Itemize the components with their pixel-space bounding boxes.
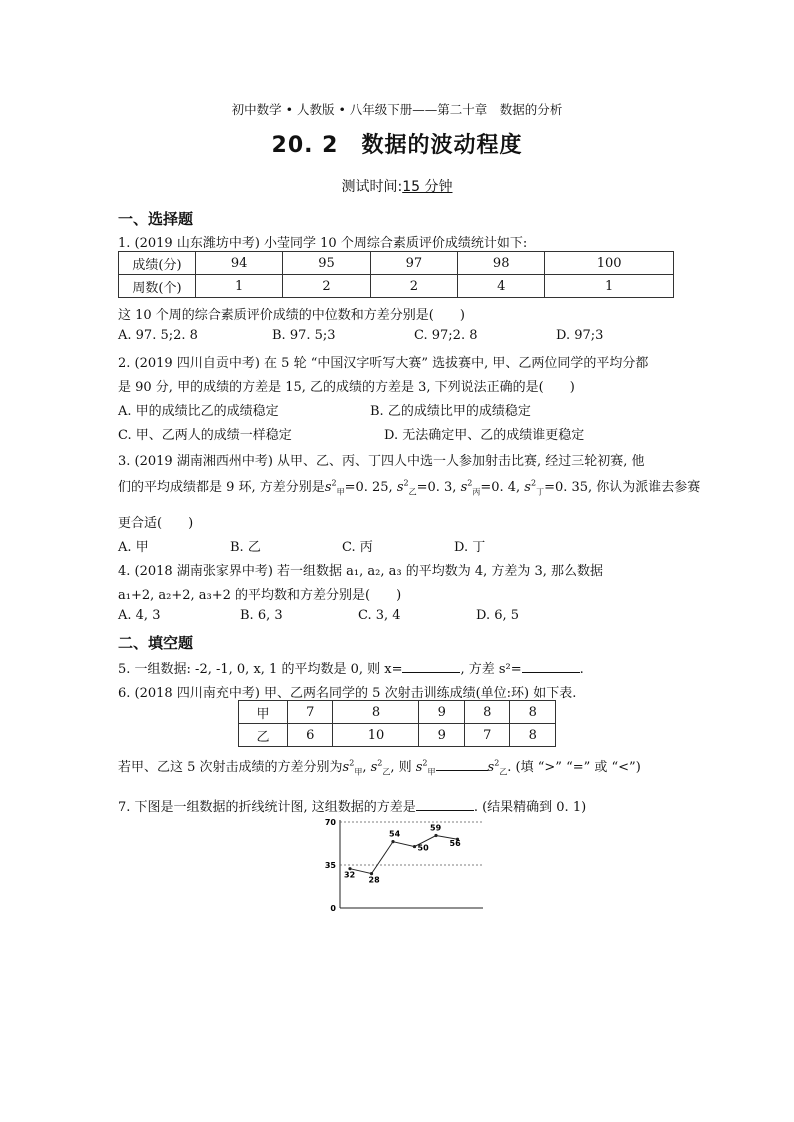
- q2-option-b: B. 乙的成绩比甲的成绩稳定: [370, 404, 531, 419]
- exponent: 2: [377, 758, 383, 768]
- q2-option-a: A. 甲的成绩比乙的成绩稳定: [118, 404, 279, 419]
- subscript: 乙: [499, 767, 508, 777]
- q7-stem-pre: 7. 下图是一组数据的折线统计图, 这组数据的方差是: [118, 800, 416, 815]
- variance-symbol: s: [396, 480, 404, 495]
- answer-blank[interactable]: [436, 758, 488, 771]
- page-title: 20. 2 数据的波动程度: [271, 133, 523, 158]
- line-chart: [318, 816, 488, 916]
- table-cell: 100: [545, 252, 674, 275]
- data-point: [434, 834, 437, 837]
- variance-symbol: s: [487, 760, 495, 775]
- page-header: 初中数学 • 人教版 • 八年级下册——第二十章 数据的分析: [231, 102, 563, 117]
- subscript: 甲: [427, 767, 436, 777]
- variance-symbol: s: [524, 480, 531, 495]
- y-tick-label: 70: [324, 818, 336, 827]
- q4-line2: a₁+2, a₂+2, a₃+2 的平均数和方差分别是( ): [118, 588, 402, 603]
- table-cell: 8: [510, 724, 556, 747]
- test-time-value: 15 分钟: [402, 179, 453, 195]
- table-cell: 2: [283, 275, 370, 298]
- variance-symbol: s: [324, 480, 332, 495]
- table-cell: 9: [419, 701, 464, 724]
- q4-line1: 4. (2018 湖南张家界中考) 若一组数据 a₁, a₂, a₃ 的平均数为 4, 方差为 3, 那么数据: [118, 564, 604, 579]
- data-point: [391, 840, 394, 843]
- q6-stem: 6. (2018 四川南充中考) 甲、乙两名同学的 5 次射击训练成绩(单位:环) 如下表.: [118, 686, 577, 701]
- q6-table: [238, 700, 556, 747]
- table-cell: 7: [464, 724, 509, 747]
- q1-question: 这 10 个周的综合素质评价成绩的中位数和方差分别是( ): [118, 308, 465, 323]
- exponent: 2: [494, 758, 500, 768]
- table-cell: 2: [370, 275, 457, 298]
- q1-stem: 1. (2019 山东潍坊中考) 小莹同学 10 个周综合素质评价成绩统计如下:: [118, 236, 528, 251]
- test-time-label: 测试时间:: [341, 179, 403, 195]
- exponent: 2: [349, 758, 355, 768]
- table-cell: 10: [333, 724, 419, 747]
- variance-value: =0. 35, 你认为派谁去参赛: [544, 480, 701, 495]
- variance-symbol: s: [415, 760, 423, 775]
- q3-line2-pre: 们的平均成绩都是 9 环, 方差分别是: [118, 480, 325, 495]
- y-tick-label: 35: [324, 861, 336, 870]
- separator: ,: [362, 760, 371, 775]
- table-cell: 成绩(分): [119, 252, 196, 275]
- table-cell: 1: [545, 275, 674, 298]
- table-cell: 7: [288, 701, 333, 724]
- variance-symbol: s: [342, 760, 350, 775]
- q1-option-d: D. 97;3: [556, 328, 604, 343]
- table-cell: 94: [196, 252, 283, 275]
- q2-line1: 2. (2019 四川自贡中考) 在 5 轮 “中国汉字听写大赛” 选拔赛中, 甲、乙两位同学的平均分都: [118, 356, 649, 371]
- subscript: 丁: [536, 487, 545, 497]
- q2-line2: 是 90 分, 甲的成绩的方差是 15, 乙的成绩的方差是 3, 下列说法正确的是( ): [118, 380, 575, 395]
- q5-post: .: [579, 662, 584, 677]
- table-cell: 97: [370, 252, 457, 275]
- variance-value: =0. 3,: [416, 480, 461, 495]
- subscript: 甲: [354, 767, 363, 777]
- table-row: [239, 724, 556, 747]
- exponent: 2: [331, 478, 337, 488]
- q1-table: [118, 251, 674, 298]
- q3-option-a: A. 甲: [118, 540, 149, 555]
- y-tick-label: 0: [330, 904, 336, 913]
- q3-line2: [118, 476, 700, 498]
- variance-symbol: s: [460, 480, 468, 495]
- data-label: 50: [417, 843, 429, 853]
- q3-line3: 更合适( ): [118, 516, 194, 531]
- exponent: 2: [422, 758, 428, 768]
- table-cell: 8: [464, 701, 509, 724]
- variance-value: =0. 25,: [344, 480, 397, 495]
- q3-option-d: D. 丁: [454, 540, 486, 555]
- exponent: 2: [403, 478, 409, 488]
- q2-option-c: C. 甲、乙两人的成绩一样稳定: [118, 428, 292, 443]
- q4-option-a: A. 4, 3: [118, 608, 161, 623]
- answer-blank[interactable]: [522, 660, 580, 673]
- answer-blank[interactable]: [416, 798, 474, 811]
- q1-option-b: B. 97. 5;3: [272, 328, 336, 343]
- q3-line1: 3. (2019 湖南湘西州中考) 从甲、乙、丙、丁四人中选一人参加射击比赛, 经过三轮初赛, 他: [118, 454, 645, 469]
- q3-option-b: B. 乙: [230, 540, 261, 555]
- table-cell: 乙: [239, 724, 288, 747]
- variance-value: =0. 4,: [480, 480, 525, 495]
- q4-option-b: B. 6, 3: [240, 608, 283, 623]
- subscript: 乙: [382, 767, 391, 777]
- answer-blank[interactable]: [402, 660, 460, 673]
- q2-option-d: D. 无法确定甲、乙的成绩谁更稳定: [384, 428, 585, 443]
- table-cell: 1: [196, 275, 283, 298]
- table-cell: 95: [283, 252, 370, 275]
- section-choice: 一、选择题: [118, 210, 194, 228]
- data-label: 56: [449, 839, 461, 849]
- q6-answer: [118, 756, 641, 778]
- q1-option-c: C. 97;2. 8: [414, 328, 478, 343]
- q5: [118, 658, 584, 677]
- table-cell: 8: [510, 701, 556, 724]
- table-cell: 周数(个): [119, 275, 196, 298]
- variance-symbol: s: [370, 760, 378, 775]
- q6-ans-post: . (填 “>” “=” 或 “<”): [507, 760, 641, 775]
- q6-ans-pre: 若甲、乙这 5 次射击成绩的方差分别为: [118, 760, 343, 775]
- q4-option-c: C. 3, 4: [358, 608, 401, 623]
- table-cell: 98: [458, 252, 545, 275]
- table-row: [119, 252, 674, 275]
- test-time: [0, 176, 794, 196]
- q7-stem-post: . (结果精确到 0. 1): [473, 800, 587, 815]
- q1-option-a: A. 97. 5;2. 8: [118, 328, 198, 343]
- data-label: 54: [389, 829, 401, 839]
- table-cell: 9: [419, 724, 464, 747]
- q5-mid: , 方差 s²=: [460, 662, 522, 677]
- data-label: 59: [430, 823, 442, 833]
- q3-option-c: C. 丙: [342, 540, 373, 555]
- table-row: [119, 275, 674, 298]
- exponent: 2: [530, 478, 537, 488]
- table-row: [239, 701, 556, 724]
- table-cell: 6: [288, 724, 333, 747]
- q6-then: , 则: [390, 760, 416, 775]
- table-cell: 甲: [239, 701, 288, 724]
- q4-option-d: D. 6, 5: [476, 608, 520, 623]
- series-line: [350, 836, 458, 874]
- table-cell: 8: [333, 701, 419, 724]
- data-label: 28: [368, 875, 380, 885]
- data-label: 32: [344, 870, 356, 880]
- section-fill: 二、填空题: [118, 634, 194, 652]
- q5-pre: 5. 一组数据: -2, -1, 0, x, 1 的平均数是 0, 则 x=: [118, 662, 403, 677]
- subscript: 丙: [472, 487, 481, 497]
- exponent: 2: [467, 478, 473, 488]
- subscript: 甲: [336, 487, 345, 497]
- q7-stem: [118, 796, 586, 815]
- data-point: [413, 845, 416, 848]
- subscript: 乙: [408, 487, 417, 497]
- table-cell: 4: [458, 275, 545, 298]
